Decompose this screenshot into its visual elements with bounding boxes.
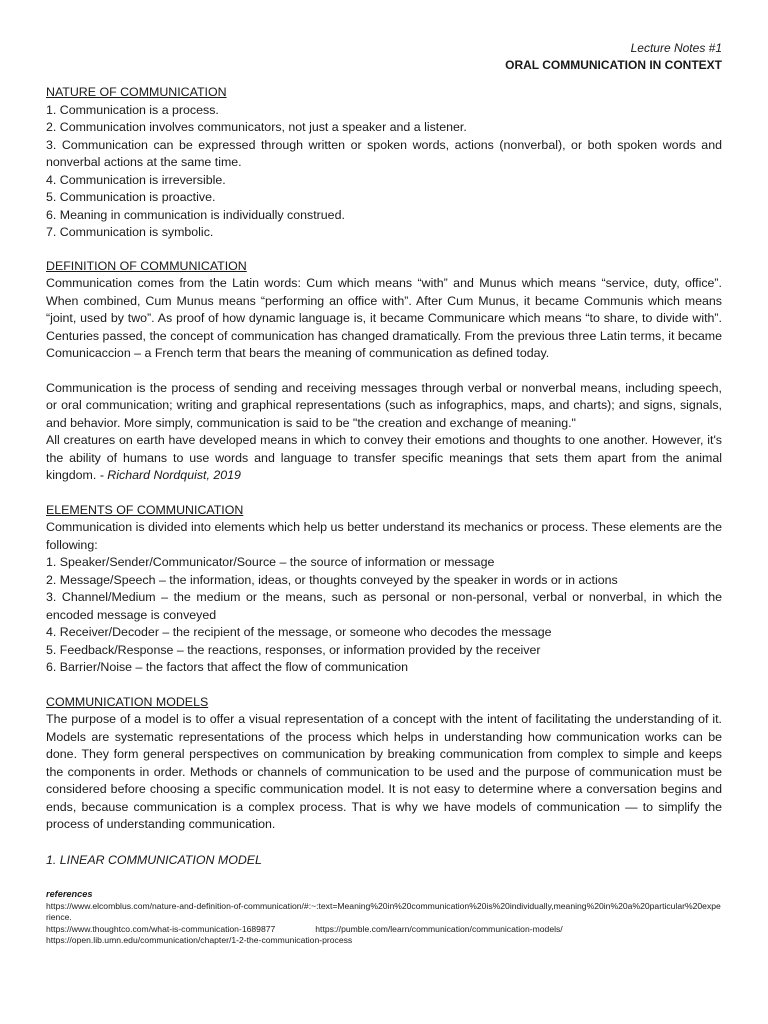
nature-heading: NATURE OF COMMUNICATION (46, 85, 227, 99)
lecture-label: Lecture Notes #1 (630, 41, 722, 55)
models-paragraph: The purpose of a model is to offer a visual representation of a concept with the intent of facilitating the understanding of it. Models are systematic representations of the process which helps in understanding how communication works can be done. They form general perspectives on communication by breaking communication from complex to simple and keeps the components in order. Methods or channels of communication to be used and the purpose of communication must be considered before choosing a specific communication model. It is not easy to determine where a conversation begins and ends, because communication is a complex process. That is why we have models of communication — to simplify the process of understanding communication. (46, 712, 722, 831)
definition-paragraph: Communication is the process of sending and receiving messages through verbal or nonverbal means, including speech, or oral communication; writing and graphical representations (such as infographics, maps, and charts); and signs, signals, and behavior. More simply, communication is said to be "the creation and exchange of meaning." (46, 380, 722, 430)
quote-paragraph (46, 432, 722, 485)
linear-model-subheading: 1. LINEAR COMMUNICATION MODEL (46, 852, 262, 867)
list-item: 4. Receiver/Decoder – the recipient of the message, or someone who decodes the message (46, 625, 552, 639)
definition-paragraph: Communication comes from the Latin words: Cum which means “with” and Munus which means “service, duty, office”. When combined, Cum Munus means “performing an office with”. After Cum Munus, it became Communis which means “joint, used by two”. As proof of how dynamic language is, it became Communicare which means “to share, to divide with”. Centuries passed, the concept of communication has changed dramatically. From the previous three Latin terms, it became Comunicaccion – a French term that bears the meaning of communication as defined today. (46, 276, 722, 360)
course-title: ORAL COMMUNICATION IN CONTEXT (505, 58, 722, 72)
references-title: references (46, 889, 93, 899)
list-item: 1. Speaker/Sender/Communicator/Source – the source of information or message (46, 555, 495, 569)
list-item: 2. Communication involves communicators, not just a speaker and a listener. (46, 120, 467, 134)
elements-section (46, 502, 722, 677)
models-heading: COMMUNICATION MODELS (46, 694, 209, 709)
list-item: 3. Channel/Medium – the medium or the means, such as personal or non-personal, verbal or nonverbal, in which the encoded message is conveyed (46, 590, 722, 622)
models-section (46, 694, 722, 870)
document-header (46, 40, 722, 74)
list-item: 4. Communication is irreversible. (46, 172, 226, 187)
nature-list (46, 102, 722, 242)
list-item: 1. Communication is a process. (46, 102, 219, 117)
quote-text: All creatures on earth have developed means in which to convey their emotions and thoughts to one another. However, it's the ability of humans to use words and language to transfer specific meanings that sets them apart from the animal kingdom. (46, 433, 722, 482)
list-item: 3. Communication can be expressed through written or spoken words, actions (nonverbal), or both spoken words and nonverbal actions at the same time. (46, 137, 722, 169)
list-item: 2. Message/Speech – the information, ideas, or thoughts conveyed by the speaker in words or in actions (46, 572, 618, 587)
nature-section (46, 84, 722, 242)
elements-heading: ELEMENTS OF COMMUNICATION (46, 502, 244, 517)
list-item: 7. Communication is symbolic. (46, 225, 214, 239)
reference-link[interactable]: https://www.thoughtco.com/what-is-communication-1689877 (46, 923, 276, 934)
reference-link[interactable]: https://open.lib.umn.edu/communication/chapter/1-2-the-communication-process (46, 935, 353, 945)
list-item: 6. Barrier/Noise – the factors that affect the flow of communication (46, 660, 409, 674)
definition-section (46, 258, 722, 485)
definition-heading: DEFINITION OF COMMUNICATION (46, 258, 247, 273)
list-item: 5. Feedback/Response – the reactions, responses, or information provided by the receiver (46, 642, 541, 657)
list-item: 5. Communication is proactive. (46, 190, 216, 204)
citation: - Richard Nordquist, 2019 (99, 468, 241, 482)
references (46, 889, 722, 947)
list-item: 6. Meaning in communication is individually construed. (46, 207, 345, 222)
reference-link[interactable]: https://pumble.com/learn/communication/communication-models/ (315, 923, 563, 934)
reference-link[interactable]: https://www.elcomblus.com/nature-and-definition-of-communication/#:~:text=Meaning%20in%20communication%20is%20individually,meaning%20in%20a%20particular%20experience. (46, 900, 721, 922)
elements-intro: Communication is divided into elements which help us better understand its mechanics or process. These elements are the following: (46, 520, 722, 552)
